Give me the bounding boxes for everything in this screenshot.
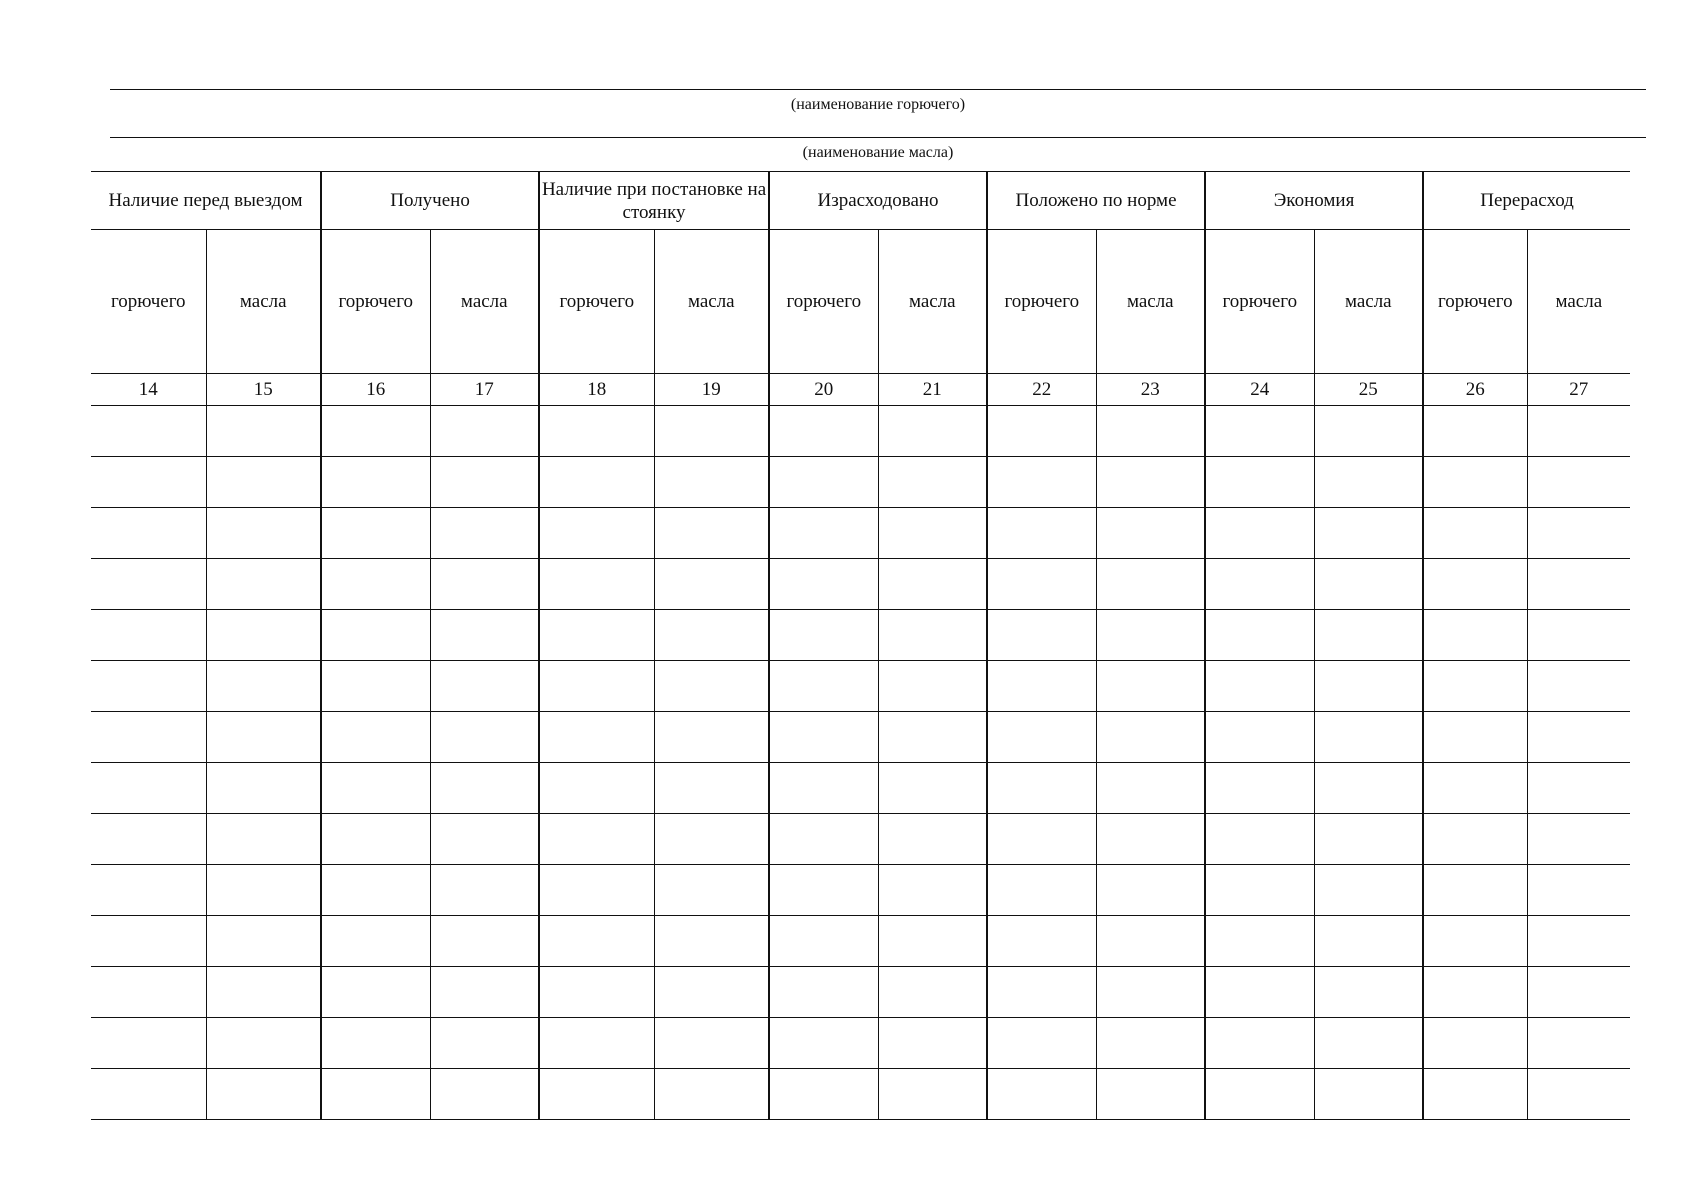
table-cell[interactable]: [206, 457, 321, 508]
table-cell[interactable]: [206, 967, 321, 1018]
column-number: 19: [654, 374, 769, 406]
table-row: [91, 610, 1630, 661]
table-cell[interactable]: [1205, 661, 1314, 712]
table-cell[interactable]: [430, 712, 539, 763]
table-cell[interactable]: [91, 967, 206, 1018]
table-cell[interactable]: [1423, 610, 1527, 661]
table-cell[interactable]: [987, 712, 1096, 763]
table-cell[interactable]: [878, 661, 987, 712]
table-row: [91, 1018, 1630, 1069]
table-cell[interactable]: [206, 865, 321, 916]
table-cell[interactable]: [1527, 763, 1630, 814]
table-cell[interactable]: [654, 916, 769, 967]
table-cell[interactable]: [1314, 661, 1423, 712]
table-cell[interactable]: [769, 406, 878, 457]
table-cell[interactable]: [769, 1069, 878, 1120]
column-number: 24: [1205, 374, 1314, 406]
sub-header-row: [91, 230, 1630, 374]
table-cell[interactable]: [1527, 967, 1630, 1018]
table-cell[interactable]: [91, 1069, 206, 1120]
table-cell[interactable]: [1314, 814, 1423, 865]
table-cell[interactable]: [1423, 967, 1527, 1018]
table-cell[interactable]: [1205, 916, 1314, 967]
column-number: 25: [1314, 374, 1423, 406]
table-cell[interactable]: [769, 508, 878, 559]
table-cell[interactable]: [206, 814, 321, 865]
table-cell[interactable]: [91, 508, 206, 559]
table-row: [91, 712, 1630, 763]
table-cell[interactable]: [878, 457, 987, 508]
table-cell[interactable]: [878, 1018, 987, 1069]
fuel-name-field[interactable]: [110, 89, 1646, 90]
table-cell[interactable]: [321, 712, 430, 763]
table-cell[interactable]: [1205, 406, 1314, 457]
table-cell[interactable]: [1314, 610, 1423, 661]
table-cell[interactable]: [878, 916, 987, 967]
table-cell[interactable]: [321, 1018, 430, 1069]
table-cell[interactable]: [206, 712, 321, 763]
table-cell[interactable]: [539, 1069, 654, 1120]
table-cell[interactable]: [430, 916, 539, 967]
table-cell[interactable]: [91, 865, 206, 916]
table-row: [91, 559, 1630, 610]
table-cell[interactable]: [321, 406, 430, 457]
group-header-availability-at-parking: Наличие при постановке на стоянку: [539, 172, 769, 230]
table-cell[interactable]: [1314, 559, 1423, 610]
table-cell[interactable]: [654, 508, 769, 559]
table-cell[interactable]: [430, 967, 539, 1018]
table-cell[interactable]: [769, 1018, 878, 1069]
table-cell[interactable]: [539, 559, 654, 610]
table-cell[interactable]: [321, 508, 430, 559]
table-cell[interactable]: [987, 661, 1096, 712]
table-cell[interactable]: [206, 610, 321, 661]
sub-header-fuel: горючего: [1205, 230, 1314, 374]
table-row: [91, 508, 1630, 559]
table-cell[interactable]: [1314, 406, 1423, 457]
table-cell[interactable]: [987, 508, 1096, 559]
table-cell[interactable]: [878, 865, 987, 916]
table-cell[interactable]: [321, 661, 430, 712]
table-cell[interactable]: [987, 763, 1096, 814]
table-cell[interactable]: [654, 559, 769, 610]
table-cell[interactable]: [1527, 865, 1630, 916]
table-cell[interactable]: [430, 457, 539, 508]
table-cell[interactable]: [654, 661, 769, 712]
table-cell[interactable]: [206, 406, 321, 457]
table-cell[interactable]: [430, 406, 539, 457]
column-number: 20: [769, 374, 878, 406]
table-cell[interactable]: [321, 763, 430, 814]
table-cell[interactable]: [878, 508, 987, 559]
table-cell[interactable]: [539, 406, 654, 457]
table-cell[interactable]: [769, 916, 878, 967]
table-row: [91, 814, 1630, 865]
table-cell[interactable]: [1423, 1069, 1527, 1120]
table-cell[interactable]: [769, 967, 878, 1018]
table-cell[interactable]: [987, 1018, 1096, 1069]
table-cell[interactable]: [321, 865, 430, 916]
group-header-received: Получено: [321, 172, 539, 230]
table-cell[interactable]: [987, 916, 1096, 967]
table-cell[interactable]: [878, 967, 987, 1018]
sub-header-fuel: горючего: [539, 230, 654, 374]
table-cell[interactable]: [1096, 661, 1205, 712]
table-cell[interactable]: [539, 763, 654, 814]
sub-header-fuel: горючего: [321, 230, 430, 374]
table-cell[interactable]: [769, 763, 878, 814]
table-cell[interactable]: [1314, 763, 1423, 814]
table-cell[interactable]: [539, 916, 654, 967]
sub-header-oil: масла: [878, 230, 987, 374]
table-cell[interactable]: [321, 457, 430, 508]
table-cell[interactable]: [1314, 916, 1423, 967]
table-cell[interactable]: [206, 916, 321, 967]
table-cell[interactable]: [1314, 508, 1423, 559]
column-number: 27: [1527, 374, 1630, 406]
table-cell[interactable]: [878, 763, 987, 814]
table-cell[interactable]: [1527, 406, 1630, 457]
table-row: [91, 916, 1630, 967]
table-cell[interactable]: [769, 814, 878, 865]
table-cell[interactable]: [878, 406, 987, 457]
table-cell[interactable]: [654, 1018, 769, 1069]
table-row: [91, 406, 1630, 457]
table-cell[interactable]: [206, 661, 321, 712]
group-header-savings: Экономия: [1205, 172, 1423, 230]
table-cell[interactable]: [430, 814, 539, 865]
table-cell[interactable]: [987, 1069, 1096, 1120]
table-cell[interactable]: [1527, 559, 1630, 610]
table-row: [91, 763, 1630, 814]
table-cell[interactable]: [987, 967, 1096, 1018]
oil-name-field[interactable]: [110, 137, 1646, 138]
table-cell[interactable]: [539, 610, 654, 661]
table-cell[interactable]: [430, 1018, 539, 1069]
table-cell[interactable]: [1423, 661, 1527, 712]
group-header-row: [91, 172, 1630, 230]
table-cell[interactable]: [206, 559, 321, 610]
sub-header-fuel: горючего: [91, 230, 206, 374]
table-cell[interactable]: [1205, 865, 1314, 916]
table-cell[interactable]: [1527, 814, 1630, 865]
table-cell[interactable]: [1527, 712, 1630, 763]
table-cell[interactable]: [1527, 1018, 1630, 1069]
column-number: 22: [987, 374, 1096, 406]
table-cell[interactable]: [1096, 406, 1205, 457]
table-cell[interactable]: [987, 865, 1096, 916]
table-cell[interactable]: [206, 1018, 321, 1069]
sub-header-oil: масла: [654, 230, 769, 374]
oil-name-caption: (наименование масла): [802, 144, 954, 161]
table-cell[interactable]: [1423, 814, 1527, 865]
table-cell[interactable]: [1096, 1018, 1205, 1069]
table-cell[interactable]: [769, 610, 878, 661]
table-cell[interactable]: [206, 508, 321, 559]
table-cell[interactable]: [321, 1069, 430, 1120]
table-cell[interactable]: [1205, 763, 1314, 814]
group-header-availability-before-departure: Наличие перед выездом: [91, 172, 321, 230]
table-cell[interactable]: [1096, 610, 1205, 661]
group-header-norm: Положено по норме: [987, 172, 1205, 230]
table-cell[interactable]: [91, 610, 206, 661]
table-cell[interactable]: [1205, 559, 1314, 610]
table-cell[interactable]: [1314, 865, 1423, 916]
table-cell[interactable]: [1205, 610, 1314, 661]
table-row: [91, 865, 1630, 916]
table-cell[interactable]: [878, 1069, 987, 1120]
table-cell[interactable]: [1096, 457, 1205, 508]
table-cell[interactable]: [878, 814, 987, 865]
column-number: 15: [206, 374, 321, 406]
table-cell[interactable]: [769, 661, 878, 712]
table-cell[interactable]: [321, 814, 430, 865]
table-cell[interactable]: [430, 610, 539, 661]
table-cell[interactable]: [654, 763, 769, 814]
table-cell[interactable]: [206, 1069, 321, 1120]
table-cell[interactable]: [91, 712, 206, 763]
table-cell[interactable]: [321, 559, 430, 610]
table-cell[interactable]: [321, 610, 430, 661]
table-cell[interactable]: [878, 712, 987, 763]
table-cell[interactable]: [654, 1069, 769, 1120]
table-cell[interactable]: [987, 406, 1096, 457]
table-cell[interactable]: [1423, 406, 1527, 457]
table-cell[interactable]: [1096, 1069, 1205, 1120]
table-cell[interactable]: [654, 712, 769, 763]
table-cell[interactable]: [1096, 763, 1205, 814]
table-cell[interactable]: [1314, 1069, 1423, 1120]
table-cell[interactable]: [1527, 1069, 1630, 1120]
table-cell[interactable]: [1205, 814, 1314, 865]
group-header-overuse: Перерасход: [1423, 172, 1630, 230]
table-cell[interactable]: [1096, 967, 1205, 1018]
sub-header-fuel: горючего: [987, 230, 1096, 374]
table-cell[interactable]: [769, 457, 878, 508]
table-cell[interactable]: [1423, 865, 1527, 916]
table-cell[interactable]: [987, 814, 1096, 865]
table-cell[interactable]: [769, 559, 878, 610]
table-cell[interactable]: [1423, 508, 1527, 559]
table-cell[interactable]: [1314, 712, 1423, 763]
table-cell[interactable]: [1205, 508, 1314, 559]
table-cell[interactable]: [1314, 457, 1423, 508]
table-cell[interactable]: [1096, 559, 1205, 610]
table-cell[interactable]: [91, 1018, 206, 1069]
table-cell[interactable]: [1527, 508, 1630, 559]
sub-header-oil: масла: [1096, 230, 1205, 374]
table-cell[interactable]: [1205, 1069, 1314, 1120]
table-cell[interactable]: [1423, 1018, 1527, 1069]
table-cell[interactable]: [539, 661, 654, 712]
table-cell[interactable]: [206, 763, 321, 814]
column-number: 21: [878, 374, 987, 406]
table-cell[interactable]: [1314, 1018, 1423, 1069]
table-cell[interactable]: [987, 559, 1096, 610]
table-cell[interactable]: [539, 457, 654, 508]
table-cell[interactable]: [539, 865, 654, 916]
column-number-row: [91, 374, 1630, 406]
table-cell[interactable]: [1096, 712, 1205, 763]
table-cell[interactable]: [654, 457, 769, 508]
sub-header-oil: масла: [1527, 230, 1630, 374]
table-cell[interactable]: [1314, 967, 1423, 1018]
table-cell[interactable]: [430, 559, 539, 610]
fuel-name-caption: (наименование горючего): [790, 96, 966, 113]
column-number: 14: [91, 374, 206, 406]
group-header-consumed: Израсходовано: [769, 172, 987, 230]
table-cell[interactable]: [1527, 916, 1630, 967]
table-cell[interactable]: [1423, 712, 1527, 763]
sub-header-fuel: горючего: [769, 230, 878, 374]
table-cell[interactable]: [878, 559, 987, 610]
table-cell[interactable]: [1205, 712, 1314, 763]
table-cell[interactable]: [91, 457, 206, 508]
table-cell[interactable]: [1096, 814, 1205, 865]
table-cell[interactable]: [1205, 967, 1314, 1018]
table-cell[interactable]: [1096, 916, 1205, 967]
table-cell[interactable]: [769, 712, 878, 763]
table-cell[interactable]: [539, 508, 654, 559]
table-cell[interactable]: [539, 1018, 654, 1069]
table-cell[interactable]: [654, 967, 769, 1018]
table-cell[interactable]: [430, 865, 539, 916]
table-cell[interactable]: [987, 610, 1096, 661]
column-number: 16: [321, 374, 430, 406]
column-number: 23: [1096, 374, 1205, 406]
table-row: [91, 457, 1630, 508]
sub-header-fuel: горючего: [1423, 230, 1527, 374]
table-cell[interactable]: [539, 712, 654, 763]
table-cell[interactable]: [91, 916, 206, 967]
column-number: 17: [430, 374, 539, 406]
table-cell[interactable]: [91, 559, 206, 610]
table-cell[interactable]: [1096, 865, 1205, 916]
table-cell[interactable]: [878, 610, 987, 661]
fuel-oil-ledger-table: [91, 171, 1630, 1120]
table-cell[interactable]: [1423, 763, 1527, 814]
table-cell[interactable]: [539, 814, 654, 865]
column-number: 18: [539, 374, 654, 406]
table-row: [91, 967, 1630, 1018]
table-cell[interactable]: [1205, 1018, 1314, 1069]
table-cell[interactable]: [430, 661, 539, 712]
table-cell[interactable]: [321, 916, 430, 967]
table-cell[interactable]: [91, 661, 206, 712]
table-cell[interactable]: [1527, 610, 1630, 661]
table-cell[interactable]: [1423, 559, 1527, 610]
table-cell[interactable]: [1205, 457, 1314, 508]
table-cell[interactable]: [1527, 457, 1630, 508]
table-cell[interactable]: [430, 763, 539, 814]
table-cell[interactable]: [987, 457, 1096, 508]
table-cell[interactable]: [654, 406, 769, 457]
column-number: 26: [1423, 374, 1527, 406]
table-cell[interactable]: [430, 1069, 539, 1120]
table-row: [91, 661, 1630, 712]
table-cell[interactable]: [654, 610, 769, 661]
table-cell[interactable]: [1423, 457, 1527, 508]
table-cell[interactable]: [1423, 916, 1527, 967]
table-cell[interactable]: [769, 865, 878, 916]
sub-header-oil: масла: [1314, 230, 1423, 374]
table-row: [91, 1069, 1630, 1120]
table-cell[interactable]: [91, 763, 206, 814]
table-cell[interactable]: [539, 967, 654, 1018]
table-cell[interactable]: [430, 508, 539, 559]
table-cell[interactable]: [654, 814, 769, 865]
table-cell[interactable]: [91, 406, 206, 457]
table-cell[interactable]: [321, 967, 430, 1018]
table-cell[interactable]: [1096, 508, 1205, 559]
sub-header-oil: масла: [430, 230, 539, 374]
table-cell[interactable]: [1527, 661, 1630, 712]
table-cell[interactable]: [91, 814, 206, 865]
sub-header-oil: масла: [206, 230, 321, 374]
table-cell[interactable]: [654, 865, 769, 916]
